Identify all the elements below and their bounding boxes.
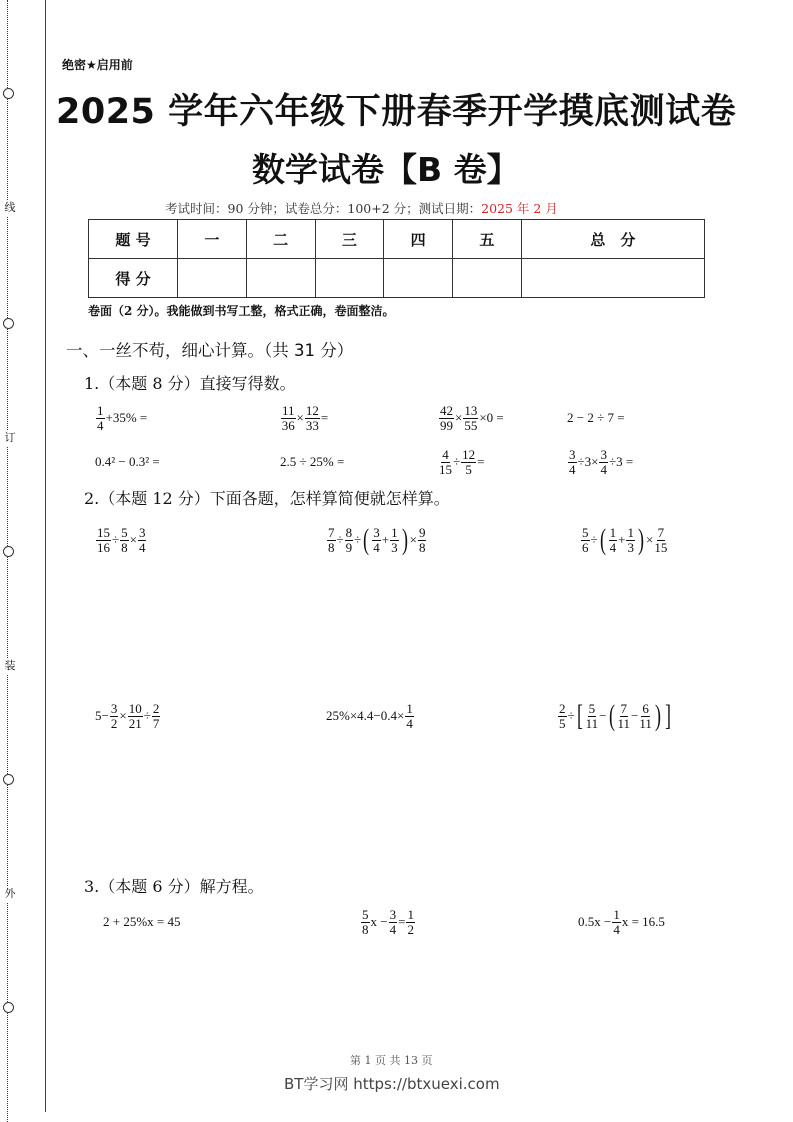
fraction bbox=[96, 404, 105, 433]
numerator: 8 bbox=[345, 524, 353, 540]
fraction bbox=[120, 526, 129, 555]
numerator: 42 bbox=[440, 402, 453, 418]
score-cell[interactable] bbox=[453, 259, 522, 298]
expr-text: − bbox=[631, 708, 639, 723]
numerator: 1 bbox=[613, 906, 620, 922]
denominator: 4 bbox=[373, 539, 380, 555]
numerator: 3 bbox=[389, 906, 397, 922]
question-1-label: 1.（本题 8 分）直接写得数。 bbox=[84, 374, 296, 393]
fraction bbox=[626, 526, 635, 555]
expr-text: ÷3× bbox=[577, 454, 599, 469]
q2-expression bbox=[95, 700, 161, 732]
q1-expression bbox=[280, 446, 344, 478]
fraction bbox=[439, 448, 452, 477]
expr-text: ÷3 = bbox=[608, 454, 634, 469]
numerator: 2 bbox=[152, 700, 160, 716]
denominator: 4 bbox=[97, 417, 104, 433]
numerator: 10 bbox=[128, 700, 142, 716]
fraction bbox=[654, 526, 667, 555]
numerator: 5 bbox=[582, 524, 589, 540]
fraction bbox=[361, 908, 370, 937]
numerator: 15 bbox=[97, 524, 110, 540]
expr-text: = bbox=[320, 410, 329, 425]
score-table-header-row bbox=[89, 220, 705, 259]
expr-text: ÷ bbox=[453, 454, 461, 469]
section-heading: 一、一丝不苟，细心计算。（共 31 分） bbox=[66, 341, 354, 360]
denominator: 8 bbox=[418, 539, 426, 555]
fraction bbox=[618, 702, 631, 731]
denominator: 4 bbox=[138, 539, 146, 555]
fraction bbox=[463, 404, 478, 433]
header-cell: 二 bbox=[246, 220, 315, 259]
binding-circle-icon bbox=[3, 88, 14, 99]
fraction bbox=[138, 526, 147, 555]
denominator: 8 bbox=[328, 539, 335, 555]
numerator: 3 bbox=[569, 446, 576, 462]
expr-text: × bbox=[455, 410, 463, 425]
numerator: 3 bbox=[373, 524, 380, 540]
fraction bbox=[327, 526, 336, 555]
expr-text: 0.5x − bbox=[578, 914, 612, 929]
exam-date: 2025 年 2 月 bbox=[481, 201, 558, 216]
numerator: 7 bbox=[657, 524, 665, 540]
denominator: 11 bbox=[639, 715, 652, 731]
denominator: 8 bbox=[121, 539, 128, 555]
score-table-score-row bbox=[89, 259, 705, 298]
denominator: 36 bbox=[281, 417, 295, 433]
expr-text: 2.5 ÷ 25% = bbox=[280, 454, 345, 469]
q2-expression bbox=[95, 524, 147, 556]
expr-text: ×0 = bbox=[479, 410, 504, 425]
page-number: 第 1 页 共 13 页 bbox=[350, 1054, 433, 1067]
q3-expression bbox=[360, 906, 416, 938]
header-cell: 五 bbox=[453, 220, 522, 259]
q1-expression bbox=[95, 446, 160, 478]
score-cell[interactable] bbox=[384, 259, 453, 298]
denominator: 7 bbox=[152, 715, 160, 731]
q2-expression bbox=[326, 700, 415, 732]
expr-text: 5− bbox=[95, 708, 109, 723]
fraction bbox=[639, 702, 652, 731]
fraction bbox=[110, 702, 119, 731]
question-2-label: 2.（本题 12 分）下面各题，怎样算简便就怎样算。 bbox=[84, 489, 450, 508]
header-cell: 四 bbox=[384, 220, 453, 259]
bracket: ) bbox=[654, 699, 661, 732]
expr-text: × bbox=[409, 532, 417, 547]
numerator: 5 bbox=[121, 524, 128, 540]
expr-text: 2 + 25%x = 45 bbox=[103, 914, 181, 929]
watermark: BT学习网 https://btxuexi.com bbox=[284, 1075, 500, 1093]
numerator: 3 bbox=[138, 524, 146, 540]
denominator: 4 bbox=[600, 461, 607, 477]
bracket: [ bbox=[576, 699, 583, 732]
margin-label: 线 bbox=[2, 200, 18, 216]
bracket: ( bbox=[363, 523, 370, 556]
numerator: 1 bbox=[627, 524, 634, 540]
expr-text: 2 − 2 ÷ 7 = bbox=[567, 410, 625, 425]
score-cell[interactable] bbox=[178, 259, 247, 298]
numerator: 1 bbox=[97, 402, 104, 418]
fraction bbox=[586, 702, 599, 731]
fraction bbox=[568, 448, 577, 477]
numerator: 11 bbox=[282, 402, 295, 418]
denominator: 21 bbox=[128, 715, 142, 731]
q2-expression bbox=[326, 524, 427, 556]
header-cell: 三 bbox=[315, 220, 384, 259]
numerator: 1 bbox=[609, 524, 617, 540]
fraction bbox=[305, 404, 320, 433]
header-cell: 一 bbox=[178, 220, 247, 259]
q2-expression bbox=[580, 524, 668, 556]
fraction bbox=[612, 908, 621, 937]
denominator: 4 bbox=[609, 539, 617, 555]
numerator: 1 bbox=[407, 906, 414, 922]
header-cell: 总 分 bbox=[521, 220, 704, 259]
denominator: 3 bbox=[627, 539, 634, 555]
denominator: 15 bbox=[654, 539, 668, 555]
exam-info bbox=[165, 199, 558, 217]
q1-expression bbox=[567, 446, 633, 478]
fraction bbox=[609, 526, 618, 555]
denominator: 16 bbox=[97, 539, 110, 555]
fraction bbox=[152, 702, 161, 731]
numerator: 6 bbox=[642, 700, 649, 716]
score-cell[interactable] bbox=[246, 259, 315, 298]
score-table bbox=[88, 219, 705, 298]
binding-circle-icon bbox=[3, 1002, 14, 1013]
q1-expression bbox=[438, 402, 504, 434]
fraction bbox=[345, 526, 354, 555]
fraction bbox=[390, 526, 399, 555]
denominator: 11 bbox=[585, 715, 599, 731]
q1-expression bbox=[438, 446, 484, 478]
denominator: 4 bbox=[569, 461, 576, 477]
denominator: 11 bbox=[617, 715, 631, 731]
denominator: 99 bbox=[440, 417, 453, 433]
expr-text: = bbox=[477, 454, 485, 469]
q3-expression bbox=[103, 906, 181, 938]
question-3-label: 3.（本题 6 分）解方程。 bbox=[84, 877, 264, 896]
numerator: 12 bbox=[462, 446, 476, 462]
numerator: 1 bbox=[406, 700, 413, 716]
expr-text: × bbox=[296, 410, 304, 425]
fraction bbox=[128, 702, 143, 731]
score-cell[interactable] bbox=[315, 259, 384, 298]
expr-text: ÷ bbox=[354, 532, 362, 547]
bracket: ] bbox=[664, 699, 671, 732]
denominator: 2 bbox=[110, 715, 118, 731]
denominator: 2 bbox=[407, 921, 414, 937]
denominator: 3 bbox=[391, 539, 398, 555]
q2-expression bbox=[557, 700, 673, 732]
fraction bbox=[581, 526, 590, 555]
numerator: 5 bbox=[588, 700, 596, 716]
bracket: ) bbox=[401, 523, 408, 556]
fraction bbox=[389, 908, 398, 937]
neatness-note: 卷面（2 分）。我能做到书写工整，格式正确，卷面整洁。 bbox=[88, 304, 395, 318]
fraction bbox=[418, 526, 427, 555]
numerator: 3 bbox=[110, 700, 118, 716]
fraction bbox=[439, 404, 454, 433]
denominator: 4 bbox=[389, 921, 397, 937]
expr-text: ÷ bbox=[112, 532, 120, 547]
expr-text: ÷ bbox=[590, 532, 598, 547]
row-label: 得 分 bbox=[89, 259, 178, 298]
expr-text: + bbox=[618, 532, 626, 547]
denominator: 55 bbox=[464, 417, 478, 433]
q3-expression bbox=[578, 906, 665, 938]
expr-text: × bbox=[119, 708, 127, 723]
exam-subtitle: 数学试卷【B 卷】 bbox=[252, 150, 520, 189]
fraction bbox=[406, 908, 415, 937]
expr-text: 0.4² − 0.3² = bbox=[95, 454, 160, 469]
numerator: 5 bbox=[362, 906, 369, 922]
binding-solid-line bbox=[45, 0, 46, 1112]
numerator: 9 bbox=[418, 524, 426, 540]
denominator: 5 bbox=[559, 715, 566, 731]
confidential-label: 绝密★启用前 bbox=[62, 58, 133, 72]
expr-text: +35% = bbox=[105, 410, 148, 425]
q1-expression bbox=[280, 402, 328, 434]
fraction bbox=[405, 702, 414, 731]
margin-label: 外 bbox=[2, 886, 18, 902]
denominator: 5 bbox=[465, 461, 472, 477]
expr-text: × bbox=[645, 532, 654, 547]
expr-text: x − bbox=[370, 914, 388, 929]
expr-text: x = 16.5 bbox=[621, 914, 665, 929]
q1-expression bbox=[567, 402, 625, 434]
expr-text: ÷ bbox=[567, 708, 575, 723]
numerator: 7 bbox=[328, 524, 335, 540]
binding-circle-icon bbox=[3, 546, 14, 557]
header-cell: 题 号 bbox=[89, 220, 178, 259]
denominator: 8 bbox=[362, 921, 369, 937]
denominator: 4 bbox=[406, 715, 413, 731]
expr-text: − bbox=[599, 708, 607, 723]
expr-text: = bbox=[398, 914, 406, 929]
expr-text: + bbox=[381, 532, 390, 547]
numerator: 13 bbox=[464, 402, 478, 418]
denominator: 4 bbox=[613, 921, 620, 937]
fraction bbox=[599, 448, 608, 477]
expr-text: × bbox=[129, 532, 137, 547]
exam-title: 2025 学年六年级下册春季开学摸底测试卷 bbox=[56, 92, 737, 132]
numerator: 1 bbox=[391, 524, 398, 540]
exam-info-text: 考试时间：90 分钟；试卷总分：100+2 分；测试日期： bbox=[165, 201, 482, 216]
fraction bbox=[461, 448, 476, 477]
bracket: ( bbox=[608, 699, 615, 732]
q1-expression bbox=[95, 402, 147, 434]
margin-label: 订 bbox=[2, 430, 18, 446]
fraction bbox=[96, 526, 111, 555]
bracket: ) bbox=[637, 523, 644, 556]
denominator: 9 bbox=[345, 539, 353, 555]
numerator: 2 bbox=[559, 700, 566, 716]
binding-circle-icon bbox=[3, 318, 14, 329]
margin-label: 装 bbox=[2, 658, 18, 674]
fraction bbox=[558, 702, 567, 731]
binding-circle-icon bbox=[3, 774, 14, 785]
numerator: 7 bbox=[620, 700, 628, 716]
score-cell[interactable] bbox=[521, 259, 704, 298]
bracket: ( bbox=[599, 523, 606, 556]
expr-text: ÷ bbox=[336, 532, 344, 547]
expr-text: ÷ bbox=[143, 708, 151, 723]
fraction bbox=[281, 404, 296, 433]
numerator: 3 bbox=[600, 446, 607, 462]
numerator: 12 bbox=[305, 402, 319, 418]
fraction bbox=[372, 526, 381, 555]
expr-text: 25%×4.4−0.4× bbox=[326, 708, 405, 723]
denominator: 15 bbox=[439, 461, 452, 477]
denominator: 6 bbox=[582, 539, 589, 555]
denominator: 33 bbox=[305, 417, 319, 433]
numerator: 4 bbox=[442, 446, 449, 462]
binding-dotted-line bbox=[7, 0, 14, 1122]
